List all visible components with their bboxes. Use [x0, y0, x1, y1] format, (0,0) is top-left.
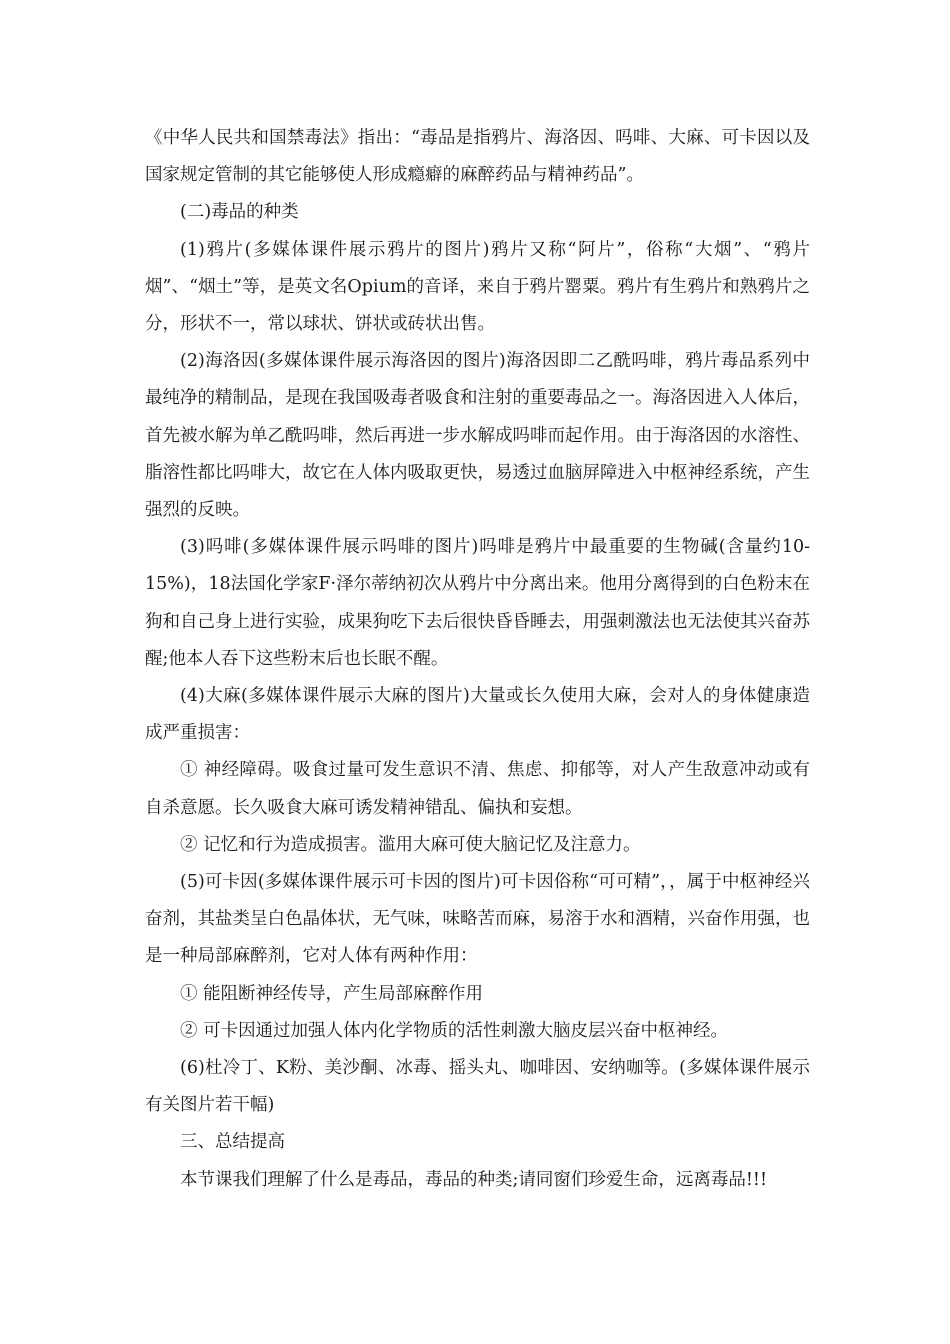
- section-heading-summary: 三、总结提高: [180, 1132, 285, 1153]
- paragraph-conclusion: 本节课我们理解了什么是毒品，毒品的种类;请同窗们珍爱生命，远离毒品!!!: [180, 1169, 767, 1190]
- paragraph-heroin: (2)海洛因(多媒体课件展示海洛因的图片)海洛因即二乙酰吗啡，鸦片毒品系列中最纯净的精制品，是现在我国吸毒者吸食和注射的重要毒品之一。海洛因进入人体后，首先被水解为单乙酰吗啡，然后再进一步水解成吗啡而起作用。由于海洛因的水溶性、脂溶性都比吗啡大，故它在人体内吸取更快，易透过血脑屏障进入中枢神经系统，产生强烈的反映。: [145, 351, 810, 521]
- document-body: [145, 120, 810, 1199]
- paragraph-morphine: (3)吗啡(多媒体课件展示吗啡的图片)吗啡是鸦片中最重要的生物碱(含量约10-15%)，18法国化学家F·泽尔蒂纳初次从鸦片中分离出来。他用分离得到的白色粉末在狗和自己身上进行实验，成果狗吃下去后很快昏昏睡去，用强刺激法也无法使其兴奋苏醒;他本人吞下这些粉末后也长眠不醒。: [145, 537, 810, 669]
- list-item-cannabis-2: ② 记忆和行为造成损害。滥用大麻可使大脑记忆及注意力。: [180, 834, 641, 855]
- list-item-cocaine-2: ② 可卡因通过加强人体内化学物质的活性刺激大脑皮层兴奋中枢神经。: [180, 1020, 729, 1041]
- paragraph-opium: (1)鸦片(多媒体课件展示鸦片的图片)鸦片又称“阿片”，俗称“大烟”、“鸦片烟”、“烟土”等，是英文名Opium的音译，来自于鸦片罂粟。鸦片有生鸦片和熟鸦片之分，形状不一，常以球状、饼状或砖状出售。: [145, 239, 810, 335]
- paragraph-cocaine: (5)可卡因(多媒体课件展示可卡因的图片)可卡因俗称“可可精”，，属于中枢神经兴奋剂，其盐类呈白色晶体状，无气味，味略苦而麻，易溶于水和酒精，兴奋作用强，也是一种局部麻醉剂，它对人体有两种作用：: [145, 872, 810, 967]
- paragraph-definition: 《中华人民共和国禁毒法》指出：“毒品是指鸦片、海洛因、吗啡、大麻、可卡因以及国家规定管制的其它能够使人形成瘾癖的麻醉药品与精神药品”。: [145, 128, 810, 186]
- list-item-cannabis-1: ① 神经障碍。吸食过量可发生意识不清、焦虑、抑郁等，对人产生敌意冲动或有自杀意愿。长久吸食大麻可诱发精神错乱、偏执和妄想。: [145, 760, 810, 818]
- section-heading-drug-types: (二)毒品的种类: [180, 202, 299, 223]
- paragraph-cannabis: (4)大麻(多媒体课件展示大麻的图片)大量或长久使用大麻，会对人的身体健康造成严重损害：: [145, 686, 810, 744]
- list-item-cocaine-1: ① 能阻断神经传导，产生局部麻醉作用: [180, 983, 484, 1004]
- paragraph-other-drugs: (6)杜冷丁、K粉、美沙酮、冰毒、摇头丸、咖啡因、安纳咖等。(多媒体课件展示有关图片若干幅): [145, 1058, 810, 1116]
